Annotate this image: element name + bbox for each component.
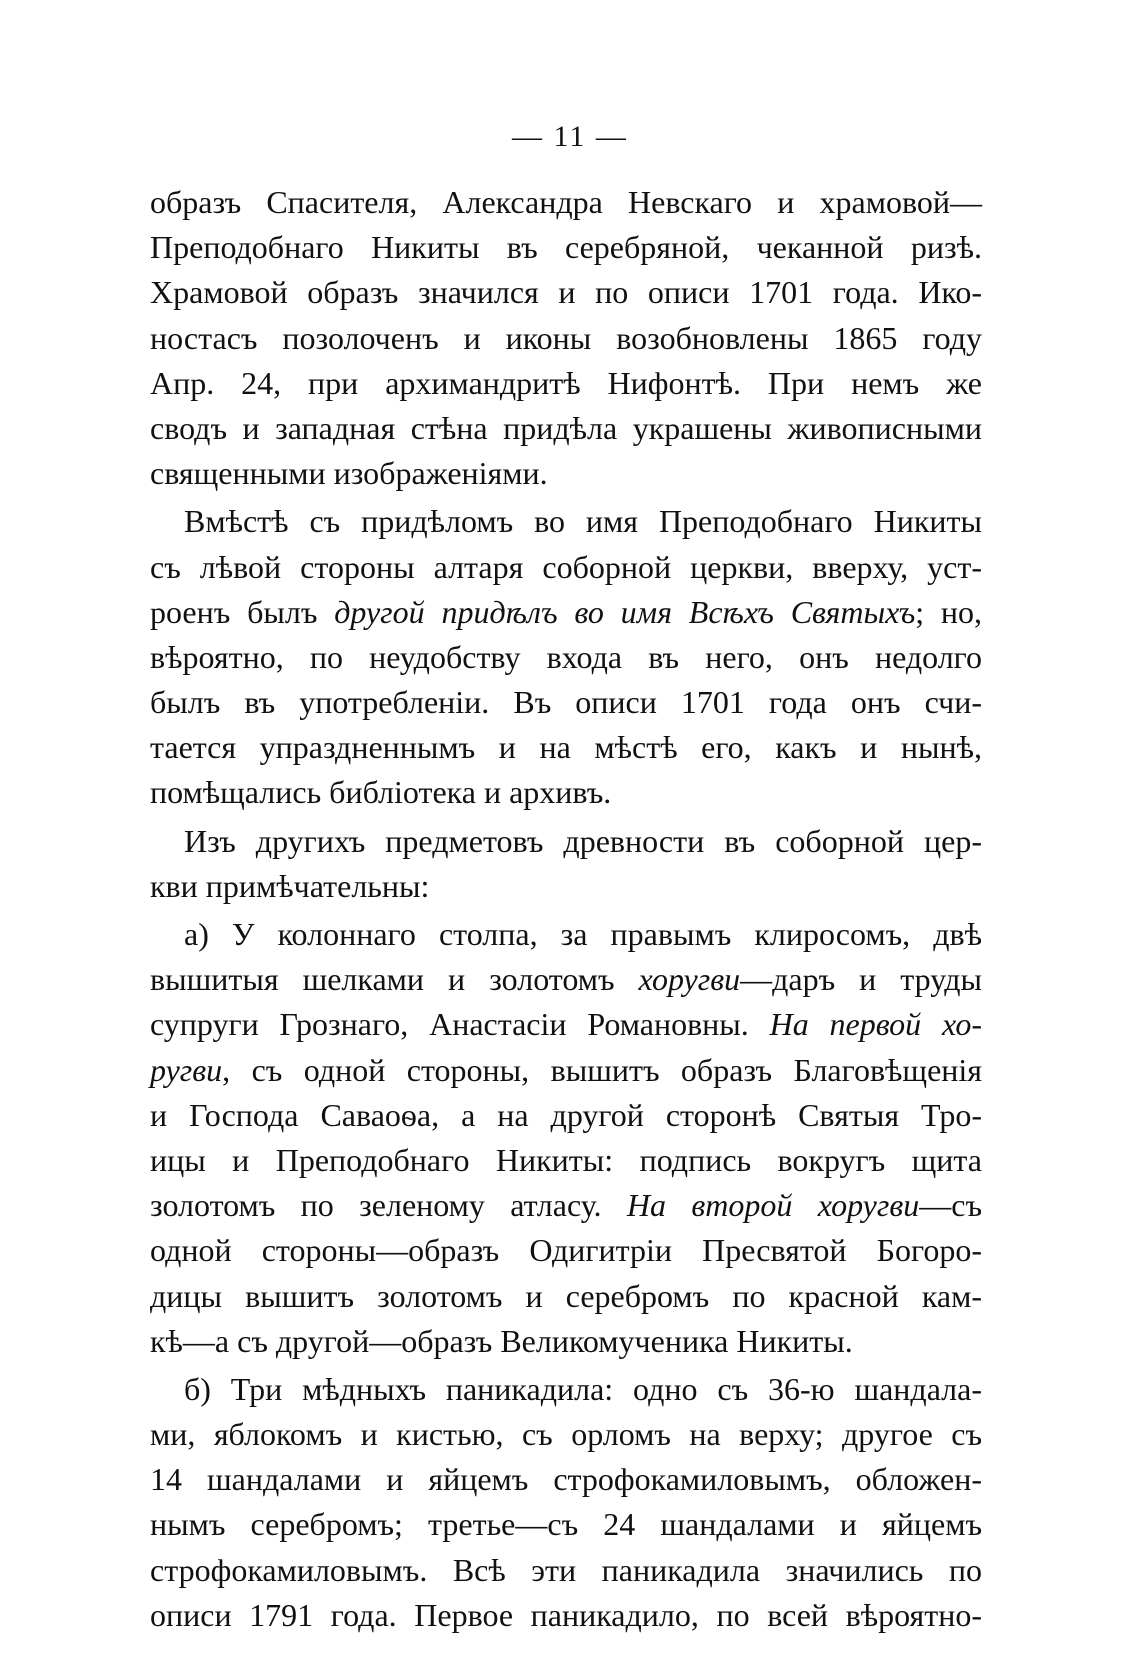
text-line: одной стороны—образъ Одигитріи Пресвятой Богоро- [150,1232,982,1269]
text-line: а) У колоннаго столпа, за правымъ клиросомъ, двѣ [184,916,982,952]
text-line: нымъ серебромъ; третье—съ 24 шандалами и яйцемъ [150,1506,982,1543]
italic-text-run: другой придѣлъ во имя Всѣхъ Святыхъ [334,593,916,630]
text-line: ностасъ позолоченъ и иконы возобновлены 1865 году [150,319,982,356]
text-run: супруги Грознаго, Анастасіи Романовны. [150,1006,770,1043]
text-line: помѣщались библіотека и архивъ. [150,774,612,811]
text-line: Храмовой образъ значился и по описи 1701 года. Ико- [150,274,982,311]
text-line-with-italic [150,590,982,635]
italic-text-run: хоругви [638,961,741,998]
text-run: золотомъ по зеленому атласу. [150,1187,627,1224]
text-line: Апр. 24, при архимандритѣ Нифонтѣ. При немъ же [150,364,982,401]
paragraph-icon-description [150,180,982,496]
text-line-with-italic [150,1183,982,1228]
text-line: образъ Спасителя, Александра Невскаго и храмовой— [150,184,982,220]
paragraph-chandeliers [150,1367,982,1638]
text-line: вѣроятно, по неудобству входа въ него, онъ недолго [150,638,982,675]
text-line: ицы и Преподобнаго Никиты: подпись вокругъ щита [150,1141,982,1178]
text-line: 14 шандалами и яйцемъ строфокамиловымъ, обложен- [150,1461,982,1498]
paragraph-all-saints-chapel [150,499,982,815]
text-line: сводъ и западная стѣна придѣла украшены живописными [150,409,982,446]
text-line: строфокамиловымъ. Всѣ эти паникадила значились по [150,1551,982,1588]
text-line: кѣ—а съ другой—образъ Великомученика Никиты. [150,1322,853,1359]
text-line: священными изображеніями. [150,455,548,492]
text-line: описи 1791 года. Первое паникадило, по всей вѣроятно- [150,1596,982,1633]
italic-text-run: На второй хоругви [626,1187,920,1224]
text-line: ми, яблокомъ и кистью, съ орломъ на верху; другое съ [150,1416,982,1453]
text-run: , съ одной стороны, вышитъ образъ Благовѣщенія [222,1051,982,1088]
text-line: дицы вышитъ золотомъ и серебромъ по красной кам- [150,1277,982,1314]
text-line: съ лѣвой стороны алтаря соборной церкви, вверху, уст- [150,548,982,585]
italic-text-run: На первой хо- [769,1006,983,1043]
text-line-with-italic [150,957,982,1002]
body-text [150,180,982,1638]
text-line: былъ въ употребленіи. Въ описи 1701 года онъ счи- [150,684,982,721]
text-line: тается упраздненнымъ и на мѣстѣ его, какъ и нынѣ, [150,729,982,766]
text-line-with-italic [150,1002,982,1047]
paragraph-antiquities-intro [150,819,982,909]
text-line-with-italic [150,1048,982,1093]
italic-text-run: ругви [150,1051,223,1088]
text-line: Вмѣстѣ съ придѣломъ во имя Преподобнаго Никиты [184,503,982,540]
text-run: вышитыя шелками и золотомъ [150,961,639,998]
text-line: б) Три мѣдныхъ паникадила: одно съ 36-ю шандала- [184,1370,982,1407]
text-run: роенъ былъ [150,593,335,630]
text-line: Преподобнаго Никиты въ серебряной, чеканной ризѣ. [150,229,982,266]
text-run: —съ [919,1187,983,1224]
text-line: кви примѣчательны: [150,867,430,904]
page-number: — 11 — [512,120,628,153]
paragraph-banners [150,912,982,1364]
text-line: Изъ другихъ предметовъ древности въ соборной цер- [184,822,982,859]
text-line: и Господа Саваоѳа, а на другой сторонѣ Святыя Тро- [150,1096,982,1133]
text-run: ; но, [915,593,983,630]
text-run: —даръ и труды [740,961,983,998]
